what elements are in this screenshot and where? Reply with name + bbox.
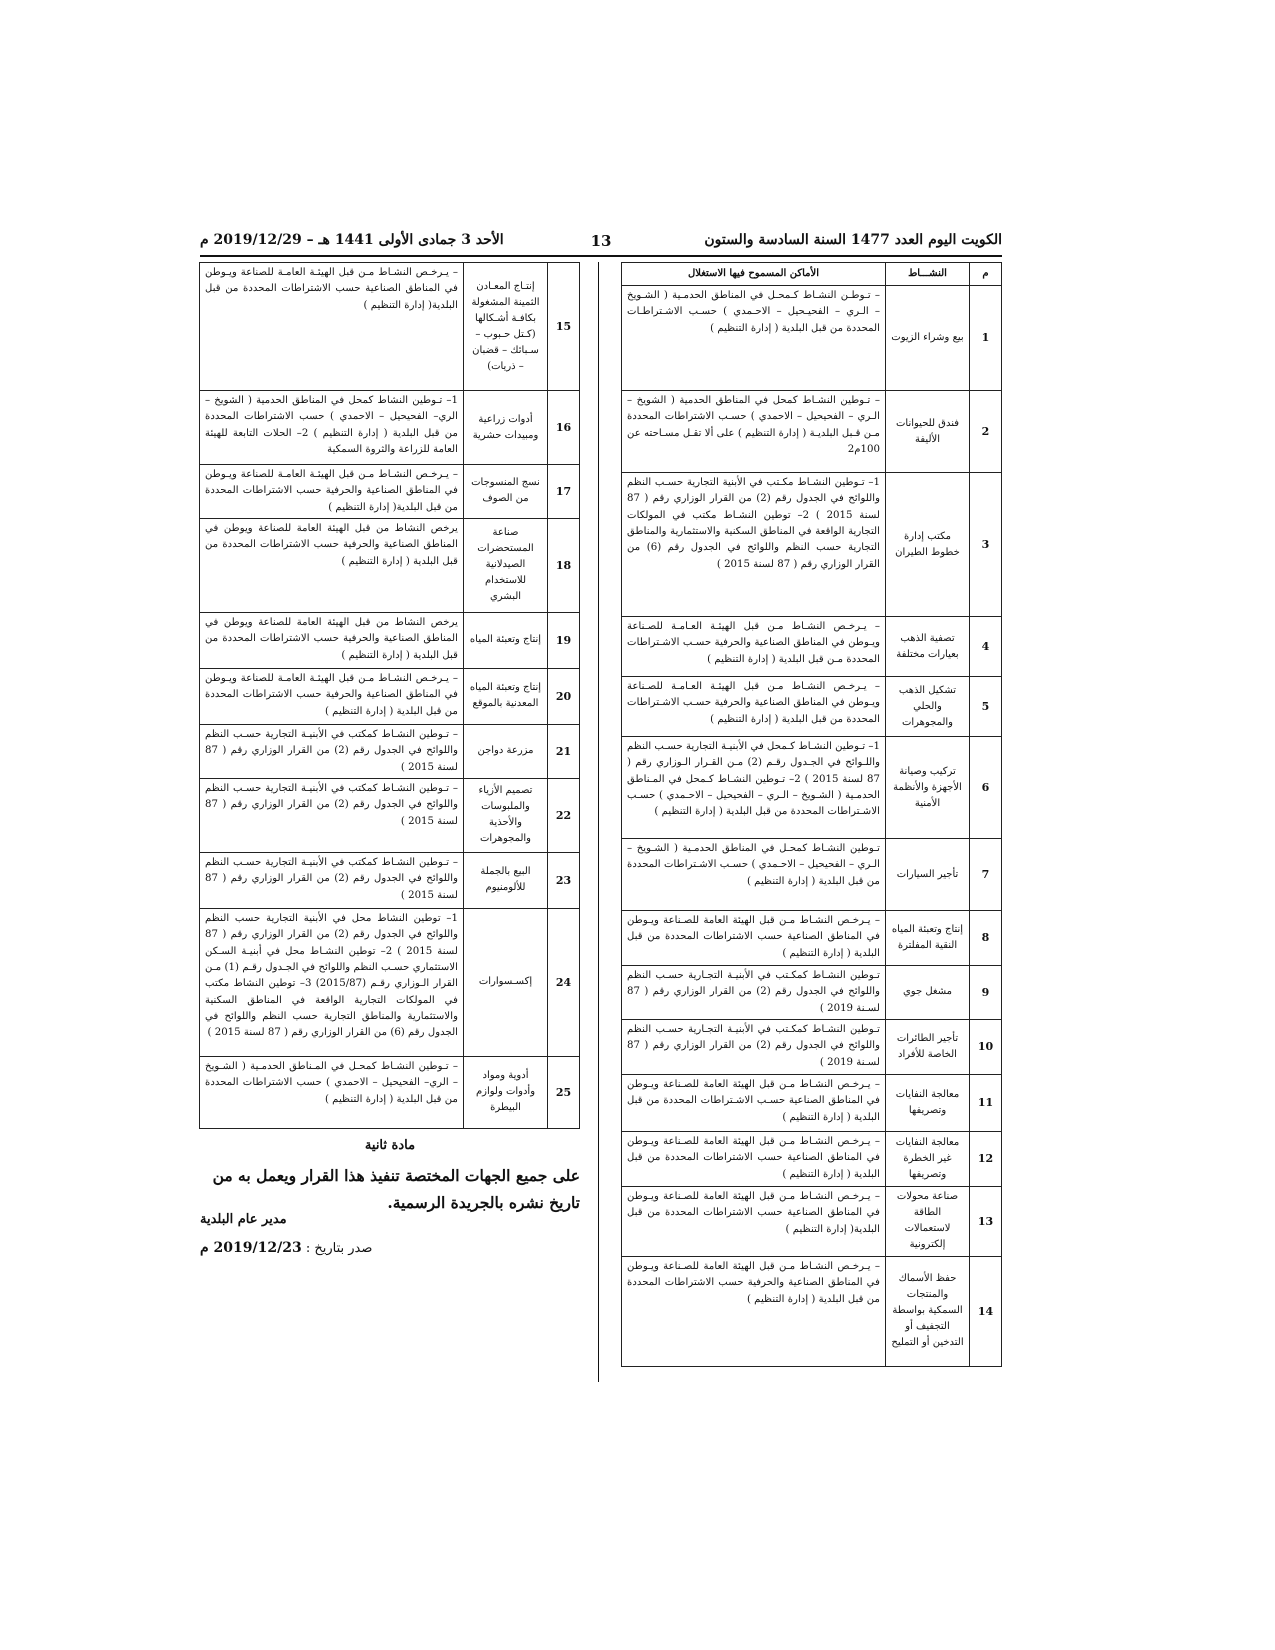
article-body: على جميع الجهات المختصة تنفيذ هذا القرار ويعمل به من تاريخ نشره بالجريدة الرسمية. [212,1166,580,1213]
row-number: 25 [548,1056,580,1128]
row-activity: إنتاج وتعبئة المياه المعدنية بالموقع [464,668,548,724]
row-places: – تـوطين النشـاط كمحل في المناطق الحدمية ( الشويخ – الـري – الفحيحيل – الاحمدي ) حسـب الاشتراطات المحددة مـن قـبل البلديـة ( إدارة التنظيم ) على ألا تقـل مسـاحته عن 100م2 [622,391,886,473]
row-activity: أدوية ومواد وأدوات ولوازم البيطرة [464,1056,548,1128]
table-row [622,286,1002,391]
table-row [622,1256,1002,1366]
row-number: 16 [548,391,580,465]
table-row [622,473,1002,617]
row-activity: مشغل جوي [886,966,970,1020]
header-activity: النشـــاط [886,263,970,286]
table-row [622,617,1002,677]
table-row [622,1074,1002,1131]
row-places: 1– تـوطين النشاط كمحل في المناطق الحدمية ( الشويخ – الري– الفحيحيل – الاحمدي ) حسب الاشتراطات المحددة من قبل البلدية ( إدارة التنظيم ) 2– الحلات التابعة للهيئة العامة للزراعة والثروة السمكية [200,391,464,465]
row-activity: حفظ الأسماك والمنتجات السمكية بواسطة التجفيف أو التدخين أو التمليح [886,1256,970,1366]
column-divider [598,262,599,1382]
row-number: 2 [970,391,1002,473]
row-activity: إنتاج وتعبئة المياه النقية المفلترة [886,911,970,966]
table-row [200,612,580,668]
row-number: 19 [548,612,580,668]
row-places: – تـوطين النشـاط كمكتب في الأبنيـة التجارية حسـب النظم واللوائح في الجدول رقم (2) من القرار الوزاري رقم ( 87 لسنة 2015 ) [200,724,464,778]
page-number: 13 [590,232,612,250]
row-number: 11 [970,1074,1002,1131]
table-row [200,263,580,391]
row-places: – يـرخـص النشـاط مـن قبل الهيئـة العامـة للصناعة ويـوطن في المناطق الصناعية والحرفية حسب الاشتراطات المحددة من قبل البلدية ( إدارة التنظيم ) [200,668,464,724]
row-activity: تصميم الأزياء والملبوسات والأحذية والمجوهرات [464,778,548,852]
row-activity: إكسـسوارات [464,908,548,1056]
row-activity: تأجير الطائرات الخاصة للأفراد [886,1019,970,1074]
row-number: 6 [970,737,1002,839]
row-places: تـوطين النشـاط كمكـتب في الأبنيـة التجـارية حسـب النظم واللوائح في الجدول رقم (2) من القرار الوزاري رقم ( 87 لسـنة 2019 ) [622,966,886,1020]
row-activity: معالجة النفايات وتصريفها [886,1074,970,1131]
row-activity: البيع بالجملة للألومنيوم [464,852,548,908]
row-activity: صناعة المستحضرات الصيدلانية للاستخدام البشري [464,518,548,612]
article-title: مادة ثانية [364,1138,416,1153]
row-places: – يـرخـص النشـاط مـن قبل الهيئة العامة للصـناعة ويـوطن في المناطق الصناعية حسب الاشتراطات المحددة من قبل البلدية ( إدارة التنظيم ) [622,911,886,966]
row-number: 15 [548,263,580,391]
row-places: – تـوطين النشـاط كمحـل في المـناطق الحدمـية ( الشـويخ – الري– الفحيحيل – الاحمدي ) حسب الاشتراطات المحددة من قبل البلدية ( إدارة التنظيم ) [200,1056,464,1128]
row-places: – يـرخـص النشـاط مـن قبل الهيئة العامة للصـناعة ويـوطن في المناطق الصناعية حسب الاشتراطات المحددة من قبل البلدية ( إدارة التنظيم ) [622,1131,886,1186]
table-row [622,737,1002,839]
row-number: 13 [970,1186,1002,1256]
row-places: تـوطين النشـاط كمكـتب في الأبنيـة التجـارية حسـب النظم واللوائح في الجدول رقم (2) من القرار الوزاري رقم ( 87 لسـنة 2019 ) [622,1019,886,1074]
table-row [622,1131,1002,1186]
signature: مدير عام البلدية [200,1212,287,1227]
table-row [200,1056,580,1128]
table-row [622,911,1002,966]
row-number: 22 [548,778,580,852]
row-activity: تأجير السيارات [886,839,970,911]
row-places: – يـرخـص النشـاط مـن قبل الهيئـة العامـة للصناعة ويـوطن في المناطق الصناعية حسب الاشتراطات المحددة من قبل البلدية( إدارة التنظيم ) [200,263,464,391]
issued-date [200,1240,580,1256]
table-row [200,518,580,612]
page-header [200,232,1002,254]
row-places: تـوطين النشـاط كمحـل في المناطق الحدمـية ( الشـويخ – الـري – الفحيحيل – الاحـمدي ) حسـب الاشـتراطات المحددة من قبل البلدية ( إدارة التنظيم ) [622,839,886,911]
table-row [622,1019,1002,1074]
row-places: – يـرخـص النشـاط مـن قبل الهيئـة العامـة للصناعة ويـوطن في المناطق الصناعية والحرفية حسب الاشتراطات المحددة من قبل البلدية( إدارة التنظيم ) [200,465,464,519]
row-places: يرخص النشاط من قبل الهيئة العامة للصناعة ويوطن في المناطق الصناعية والحرفية حسب الاشتراطات المحددة من قبل البلدية ( إدارة التنظيم ) [200,518,464,612]
table-header-row [622,263,1002,286]
row-number: 5 [970,677,1002,737]
row-activity: إنتـاج المعـادن الثمينة المشغولة بكافـة أشـكالها (كـتل حـبوب – سـبائك – قضبان – ذريات) [464,263,548,391]
row-number: 14 [970,1256,1002,1366]
table-row [622,966,1002,1020]
activities-table-left [199,262,580,1129]
row-number: 9 [970,966,1002,1020]
row-number: 20 [548,668,580,724]
row-activity: بيع وشراء الزيوت [886,286,970,391]
header-num: م [970,263,1002,286]
table-row [200,908,580,1056]
table-row [200,465,580,519]
row-places: – يـرخـص النشـاط مـن قبل الهيئـة العـامـة للصـناعة ويـوطن في المناطق الصناعية والحرفية حسـب الاشـتراطات المحددة من قبل البلدية ( إدارة التنظيم ) [622,677,886,737]
activities-table-right [621,262,1002,1367]
row-activity: أدوات زراعية ومبيدات حشرية [464,391,548,465]
row-number: 8 [970,911,1002,966]
row-places: 1– توطين النشاط محل في الأبنية التجارية حسب النظم واللوائح في الجدول رقم (2) من القرار الوزاري رقم ( 87 لسنة 2015 ) 2– توطين النشـاط محل في أبنيـة السـكن الاستثماري حسـب النظم واللوائح في الجـدول رقـم (1) مـن القرار الـوزاري رقـم (2015/87) 3– توطين النشاط مكتب في المولكات التجارية الواقعة في المناطق السكنية والاستثمارية والمناطق التجارية حسب النظم واللوائح في الجدول رقم (6) من القرار الوزاري رقم ( 87 لسنة 2015 ) [200,908,464,1056]
table-row [622,391,1002,473]
row-places: 1– تـوطين النشـاط كـمحل في الأبنيـة التجارية حسـب النظم واللـوائح في الجـدول رقـم (2) مـن القـرار الـوزاري رقم ( 87 لسنة 2015 ) 2– تـوطين النشـاط كـمحل في المـناطق الحدمـية ( الشـويخ – الـري – الفحيحيل – الاحـمدي ) حسـب الاشـتراطات المحددة من قبل البلدية ( إدارة التنظيم ) [622,737,886,839]
table-row [200,668,580,724]
row-number: 7 [970,839,1002,911]
issue-date: الأحد 3 جمادى الأولى 1441 هـ – 2019/12/29 م [200,232,504,248]
row-places: – تـوطين النشـاط كمكتب في الأبنيـة التجارية حسـب النظم واللوائح في الجدول رقم (2) من القرار الوزاري رقم ( 87 لسنة 2015 ) [200,778,464,852]
row-activity: تصفية الذهب بعيارات مختلفة [886,617,970,677]
row-places: – يـرخـص النشـاط مـن قبل الهيئة العامة للصـناعة ويـوطن في المناطق الصناعية حسب الاشتراطات المحددة من قبل البلدية( إدارة التنظيم ) [622,1186,886,1256]
issued-label: صدر بتاريخ : [305,1241,373,1256]
row-activity: معالجة النفايات غير الخطرة وتصريفها [886,1131,970,1186]
header-places: الأماكن المسموح فيها الاستغلال [622,263,886,286]
row-activity: مكتب إدارة خطوط الطيران [886,473,970,617]
row-number: 24 [548,908,580,1056]
row-number: 17 [548,465,580,519]
row-number: 12 [970,1131,1002,1186]
row-number: 18 [548,518,580,612]
row-number: 1 [970,286,1002,391]
table-row [622,1186,1002,1256]
row-activity: تركيب وصيانة الأجهزة والأنظمة الأمنية [886,737,970,839]
header-rule [200,255,1002,257]
row-number: 4 [970,617,1002,677]
row-number: 21 [548,724,580,778]
row-places: – تـوطـن النشـاط كـمحـل في المناطق الحدمـية ( الشـويخ – الـري – الفحيـحيل – الاحـمدي ) حسـب الاشـتراطـات المحددة من قبل البلدية ( إدارة التنظيم ) [622,286,886,391]
table-row [200,724,580,778]
row-activity: فندق للحيوانات الأليفة [886,391,970,473]
row-activity: تشكيل الذهب والحلي والمجوهرات [886,677,970,737]
table-row [622,839,1002,911]
row-activity: مزرعة دواجن [464,724,548,778]
row-places: – يـرخـص النشـاط مـن قبل الهيئة العامة للصـناعة ويـوطن في المناطق الصناعية والحرفية حسب الاشتراطات المحددة من قبل البلدية ( إدارة التنظيم ) [622,1256,886,1366]
table-row [200,852,580,908]
row-activity: نسج المنسوجات من الصوف [464,465,548,519]
row-activity: إنتاج وتعبئة المياه [464,612,548,668]
row-number: 3 [970,473,1002,617]
row-number: 10 [970,1019,1002,1074]
table-row [622,677,1002,737]
row-places: يرخص النشاط من قبل الهيئة العامة للصناعة ويوطن في المناطق الصناعية والحرفية حسب الاشتراطات المحددة من قبل البلدية ( إدارة التنظيم ) [200,612,464,668]
row-activity: صناعة محولات الطاقة لاستعمالات إلكترونية [886,1186,970,1256]
row-places: – يـرخـص النشـاط مـن قبل الهيئـة العـامـة للصـناعة ويـوطن في المناطق الصناعية والحرفية حسـب الاشـتراطات المحددة مـن قبل البلدية ( إدارة التنظيم ) [622,617,886,677]
publication-info: الكويت اليوم العدد 1477 السنة السادسة والستون [704,232,1002,248]
row-places: – يـرخـص النشـاط مـن قبل الهيئة العامة للصـناعة ويـوطن في المناطق الصناعية حسـب الاشـتراطات المحددة من قبل البلدية ( إدارة التنظيم ) [622,1074,886,1131]
row-places: 1– تـوطين النشـاط مكـتب في الأبنية التجارية حسـب النظم واللوائح في الجدول رقم (2) من القرار الوزاري رقم ( 87 لسنة 2015 ) 2– توطين النشـاط مكتب في المولكات التجارية الواقعة في المناطق السكنية والاستثمارية والمناطق التجارية حسب النظم واللوائح في الجدول رقم (6) من القرار الوزاري رقم ( 87 لسنة 2015 ) [622,473,886,617]
issued-value: 2019/12/23 م [200,1240,302,1256]
table-row [200,778,580,852]
row-places: – تـوطين النشـاط كمكتب في الأبنيـة التجارية حسـب النظم واللوائح في الجدول رقم (2) من القرار الوزاري رقم ( 87 لسنة 2015 ) [200,852,464,908]
row-number: 23 [548,852,580,908]
table-row [200,391,580,465]
